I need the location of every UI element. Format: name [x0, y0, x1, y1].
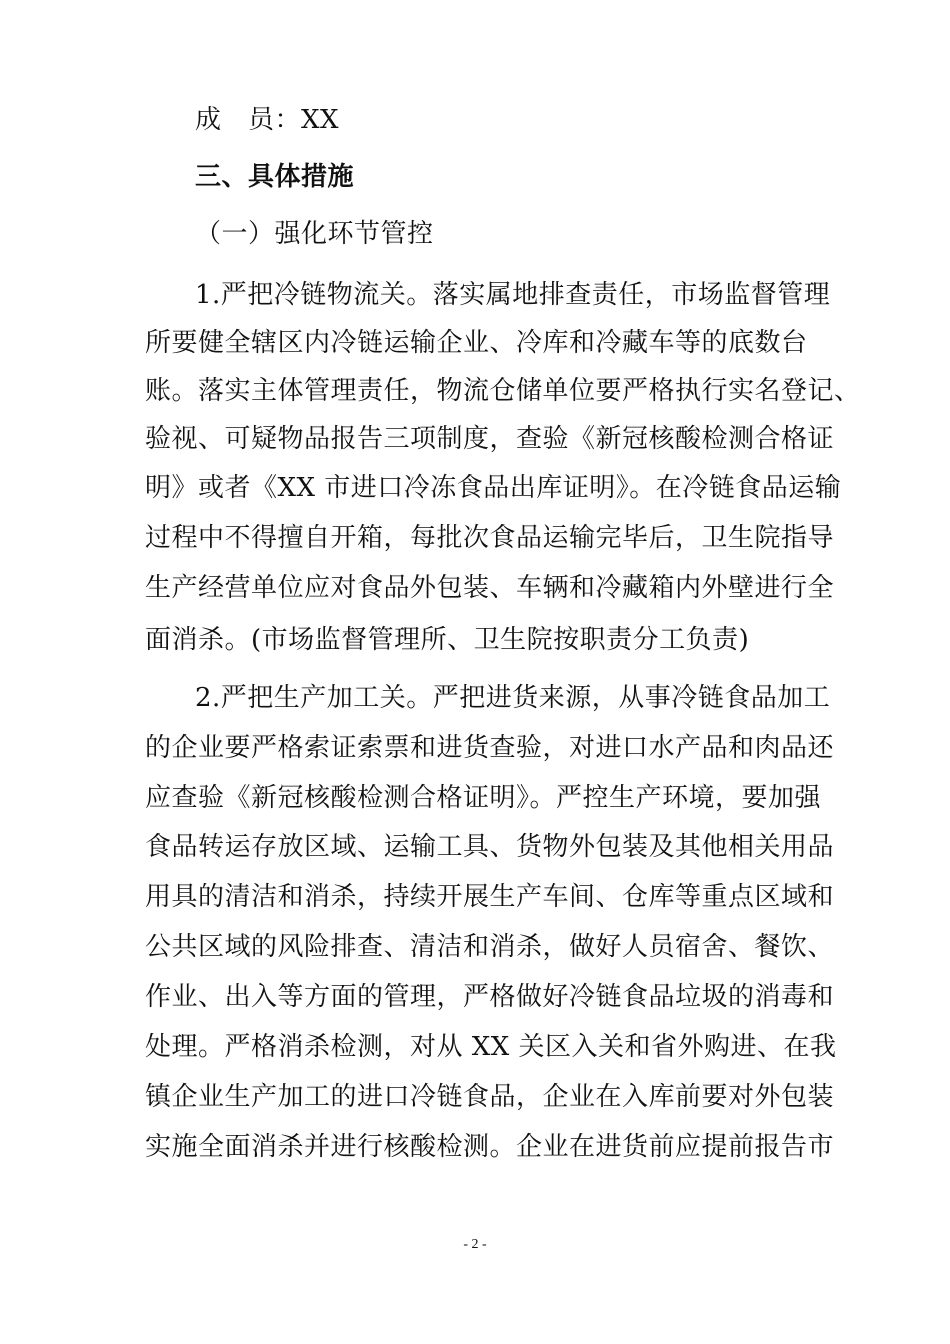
paragraph-line: 镇企业生产加工的进口冷链食品，企业在入库前要对外包装 [145, 1082, 835, 1112]
paragraph-line: 食品转运存放区域、运输工具、货物外包装及其他相关用品 [145, 832, 835, 862]
subsection-heading: （一）强化环节管控 [195, 219, 434, 249]
paragraph-line: 生产经营单位应对食品外包装、车辆和冷藏箱内外壁进行全 [145, 573, 835, 603]
paragraph-line: 明》或者《XX 市进口冷冻食品出库证明》。在冷链食品运输 [145, 473, 842, 503]
paragraph-line: 面消杀。(市场监督管理所、卫生院按职责分工负责) [145, 625, 750, 655]
paragraph-line: 用具的清洁和消杀，持续开展生产车间、仓库等重点区域和 [145, 882, 835, 912]
paragraph-line: 处理。严格消杀检测，对从 XX 关区入关和省外购进、在我 [145, 1032, 837, 1062]
page-number: - 2 - [463, 1237, 487, 1252]
paragraph-line: 2.严把生产加工关。严把进货来源，从事冷链食品加工 [195, 683, 831, 713]
paragraph-line: 应查验《新冠核酸检测合格证明》。严控生产环境，要加强 [145, 783, 822, 813]
paragraph-line: 的企业要严格索证索票和进货查验，对进口水产品和肉品还 [145, 733, 835, 763]
member-line: 成 员：XX [195, 105, 340, 135]
paragraph-line: 实施全面消杀并进行核酸检测。企业在进货前应提前报告市 [145, 1132, 835, 1162]
paragraph-line: 过程中不得擅自开箱，每批次食品运输完毕后，卫生院指导 [145, 523, 835, 553]
paragraph-line: 1.严把冷链物流关。落实属地排查责任，市场监督管理 [195, 280, 831, 310]
paragraph-line: 作业、出入等方面的管理，严格做好冷链食品垃圾的消毒和 [145, 982, 835, 1012]
paragraph-line: 账。落实主体管理责任，物流仓储单位要严格执行实名登记、 [145, 376, 861, 406]
paragraph-line: 所要健全辖区内冷链运输企业、冷库和冷藏车等的底数台 [145, 328, 808, 358]
section-heading: 三、具体措施 [195, 162, 355, 192]
paragraph-line: 验视、可疑物品报告三项制度，查验《新冠核酸检测合格证 [145, 424, 835, 454]
paragraph-line: 公共区域的风险排查、清洁和消杀，做好人员宿舍、餐饮、 [145, 932, 835, 962]
